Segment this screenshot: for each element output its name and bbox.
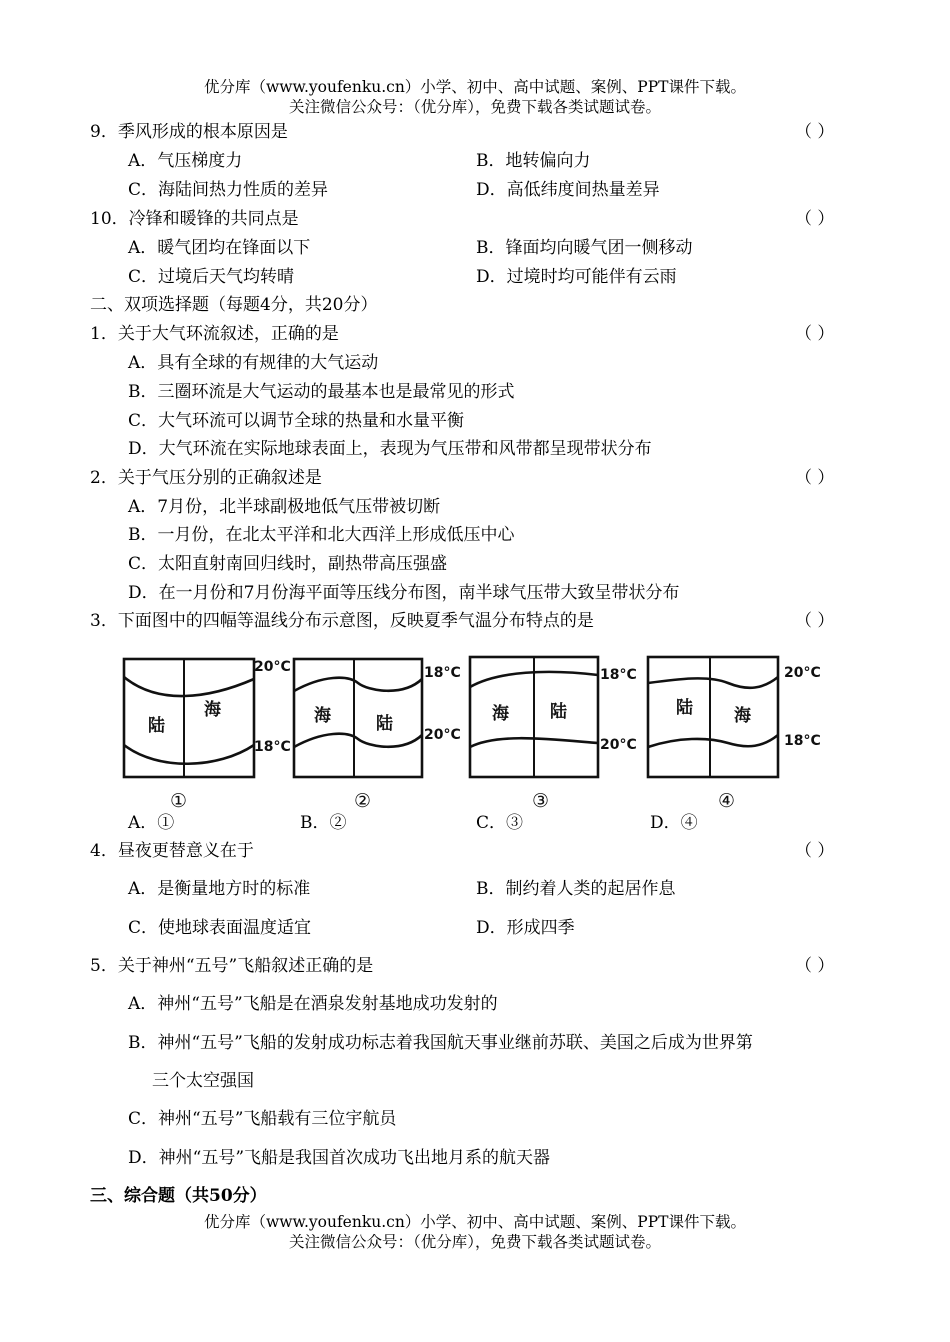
s2q2-option-b: B．一月份，在北太平洋和北大西洋上形成低压中心 [128,525,515,545]
s2q1-answer-paren: （ ） [795,324,835,344]
map-2-right-label: 陆 [376,714,393,734]
q9-answer-paren: （ ） [795,122,835,142]
q9-stem: 9．季风形成的根本原因是 [90,122,288,142]
footer-line-2: 关注微信公众号：（优分库），免费下载各类试题试卷。 [288,1233,661,1251]
s2q2-option-a: A．7月份，北半球副极地低气压带被切断 [128,497,441,517]
map-4-top-temp: 20°C [784,665,821,681]
s2q1-option-d: D．大气环流在实际地球表面上，表现为气压带和风带都呈现带状分布 [128,439,652,459]
map-1-isotherm-top [124,677,254,696]
q9-option-d: D．高低纬度间热量差异 [476,180,660,200]
map-2-number: ② [354,790,372,812]
map-2-isotherm-top [294,678,422,691]
map-3-left-label: 海 [492,704,509,724]
q10-answer-paren: （ ） [795,209,835,229]
s2q5-option-c: C．神州“五号”飞船载有三位宇航员 [128,1109,397,1129]
s2q5-option-b-line2: 三个太空强国 [152,1071,254,1091]
map-1-bottom-temp: 18°C [254,739,291,755]
map-2-isotherm-bottom [294,734,422,747]
s2q2-option-d: D．在一月份和7月份海平面等压线分布图，南半球气压带大致呈带状分布 [128,583,680,603]
q10-option-d: D．过境时均可能伴有云雨 [476,267,677,287]
map-4-right-label: 海 [734,706,751,726]
q10-option-a: A．暖气团均在锋面以下 [128,238,311,258]
s2q1-stem: 1．关于大气环流叙述，正确的是 [90,324,339,344]
map-2-left-label: 海 [314,706,331,726]
q10-stem: 10．冷锋和暖锋的共同点是 [90,209,299,229]
s2q5-option-b-line1: B．神州“五号”飞船的发射成功标志着我国航天事业继前苏联、美国之后成为世界第 [128,1033,753,1053]
s2q2-stem: 2．关于气压分别的正确叙述是 [90,468,322,488]
map-4-isotherm-bottom [648,735,778,747]
map-4-bottom-temp: 18°C [784,733,821,749]
q10-option-c: C．过境后天气均转晴 [128,267,295,287]
map-1-frame [124,659,254,777]
map-3-number: ③ [532,790,550,812]
s2q4-option-b: B．制约着人类的起居作息 [476,879,676,899]
q10-option-b: B．锋面均向暖气团一侧移动 [476,238,693,258]
s2q5-answer-paren: （ ） [795,956,835,976]
header-line-2: 关注微信公众号：（优分库），免费下载各类试题试卷。 [288,98,661,116]
s2q4-answer-paren: （ ） [795,841,835,861]
s2q3-option-c: C．③ [476,813,524,833]
map-1-top-temp: 20°C [254,659,291,675]
section-3-title: 三、综合题（共50分） [90,1186,267,1206]
map-2-top-temp: 18°C [424,665,461,681]
s2q1-option-a: A．具有全球的有规律的大气运动 [128,353,379,373]
map-3-bottom-temp: 20°C [600,737,637,753]
s2q1-option-b: B．三圈环流是大气运动的最基本也是最常见的形式 [128,382,515,402]
s2q2-option-c: C．太阳直射南回归线时，副热带高压强盛 [128,554,448,574]
header-line-1: 优分库（www.youfenku.cn）小学、初中、高中试题、案例、PPT课件下载。 [203,78,747,96]
q9-option-b: B．地转偏向力 [476,151,591,171]
map-4-left-label: 陆 [676,698,693,718]
s2q2-answer-paren: （ ） [795,468,835,488]
s2q3-stem: 3．下面图中的四幅等温线分布示意图，反映夏季气温分布特点的是 [90,611,594,631]
s2q4-option-d: D．形成四季 [476,918,575,938]
s2q3-option-b: B．② [300,813,347,833]
s2q5-option-a: A．神州“五号”飞船是在酒泉发射基地成功发射的 [128,994,498,1014]
q9-option-c: C．海陆间热力性质的差异 [128,180,329,200]
map-4-isotherm-top [648,677,778,688]
s2q5-option-d: D．神州“五号”飞船是我国首次成功飞出地月系的航天器 [128,1148,551,1168]
map-4-frame [648,657,778,777]
map-4-number: ④ [718,790,736,812]
map-2-bottom-temp: 20°C [424,727,461,743]
s2q3-answer-paren: （ ） [795,611,835,631]
s2q4-option-c: C．使地球表面温度适宜 [128,918,312,938]
s2q3-option-d: D．④ [650,813,698,833]
isotherm-maps-figure [118,647,838,815]
s2q4-stem: 4．昼夜更替意义在于 [90,841,254,861]
map-1-right-label: 海 [204,700,221,720]
s2q1-option-c: C．大气环流可以调节全球的热量和水量平衡 [128,411,465,431]
s2q5-stem: 5．关于神州“五号”飞船叙述正确的是 [90,956,374,976]
s2q4-option-a: A．是衡量地方时的标准 [128,879,311,899]
map-3-top-temp: 18°C [600,667,637,683]
map-3-right-label: 陆 [550,702,567,722]
s2q3-option-a: A．① [128,813,175,833]
map-1-number: ① [170,790,188,812]
section-2-title: 二、双项选择题（每题4分，共20分） [90,295,378,315]
map-1-isotherm-bottom [124,745,254,764]
q9-option-a: A．气压梯度力 [128,151,243,171]
footer-line-1: 优分库（www.youfenku.cn）小学、初中、高中试题、案例、PPT课件下载。 [203,1213,747,1231]
map-1-left-label: 陆 [148,716,165,736]
